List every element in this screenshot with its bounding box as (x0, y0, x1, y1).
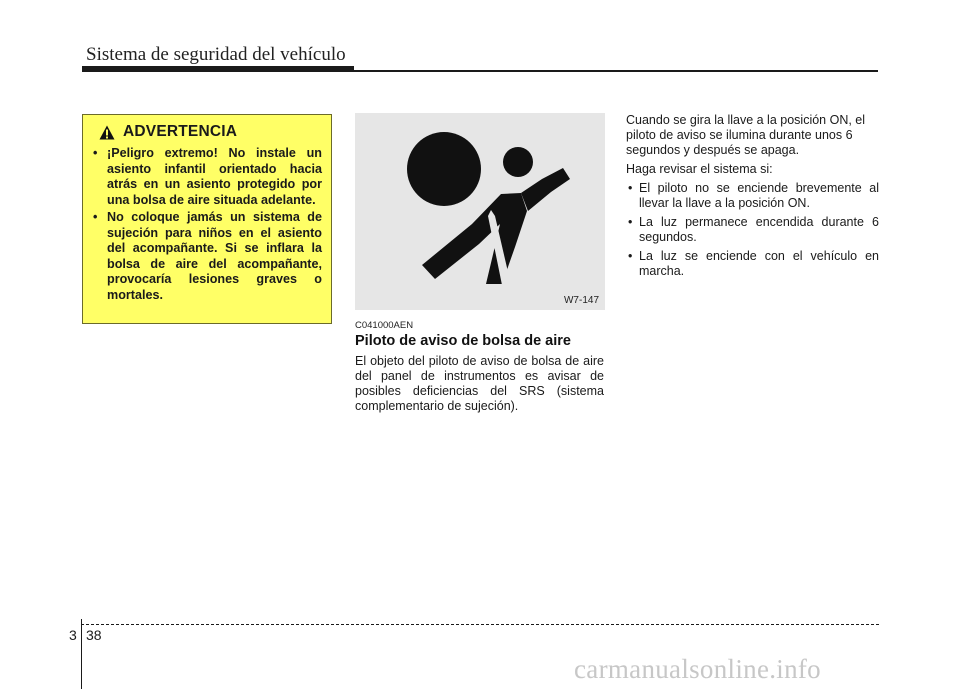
header-rule (82, 70, 878, 72)
section-code: C041000AEN (355, 320, 414, 331)
page-header-title: Sistema de seguridad del vehículo (86, 44, 346, 65)
watermark: carmanualsonline.info (574, 654, 821, 684)
footer-vertical-rule (81, 619, 82, 689)
warning-header (99, 123, 322, 141)
page-number: 38 (86, 627, 102, 643)
warning-triangle-icon (99, 125, 115, 140)
section-title: Piloto de aviso de bolsa de aire (355, 333, 571, 349)
warning-item: • No coloque jamás un sistema de sujeción para niños en el asiento del acompañante. Si se inflara la bolsa de aire del acompañante, provocaría lesiones graves o mortales. (93, 210, 322, 303)
figure-code: W7-147 (563, 295, 599, 306)
right-list-item: • La luz se enciende con el vehículo en marcha. (626, 249, 879, 279)
warning-title: ADVERTENCIA (123, 123, 238, 140)
right-column (626, 113, 879, 283)
section-body: El objeto del piloto de aviso de bolsa de aire del panel de instrumentos es avisar de posibles deficiencias del SRS (sistema complementario de sujeción). (355, 354, 604, 413)
warning-item: • ¡Peligro extremo! No instale un asiento infantil orientado hacia atrás en un asiento protegido por una bolsa de aire situada adelante. (93, 146, 322, 208)
right-list-item: • La luz permanece encendida durante 6 segundos. (626, 215, 879, 245)
footer-dashed-rule (81, 624, 879, 625)
right-intro: Cuando se gira la llave a la posición ON, el piloto de aviso se ilumina durante unos 6 segundos y después se apaga. (626, 113, 866, 157)
page-chapter: 3 (69, 627, 77, 643)
right-list (626, 181, 879, 279)
warning-box (82, 114, 332, 324)
right-list-item: • El piloto no se enciende brevemente al llevar la llave a la posición ON. (626, 181, 879, 211)
warning-list (93, 146, 322, 303)
airbag-figure (355, 113, 605, 310)
airbag-warning-icon (355, 113, 605, 310)
right-check-label: Haga revisar el sistema si: (626, 162, 773, 176)
